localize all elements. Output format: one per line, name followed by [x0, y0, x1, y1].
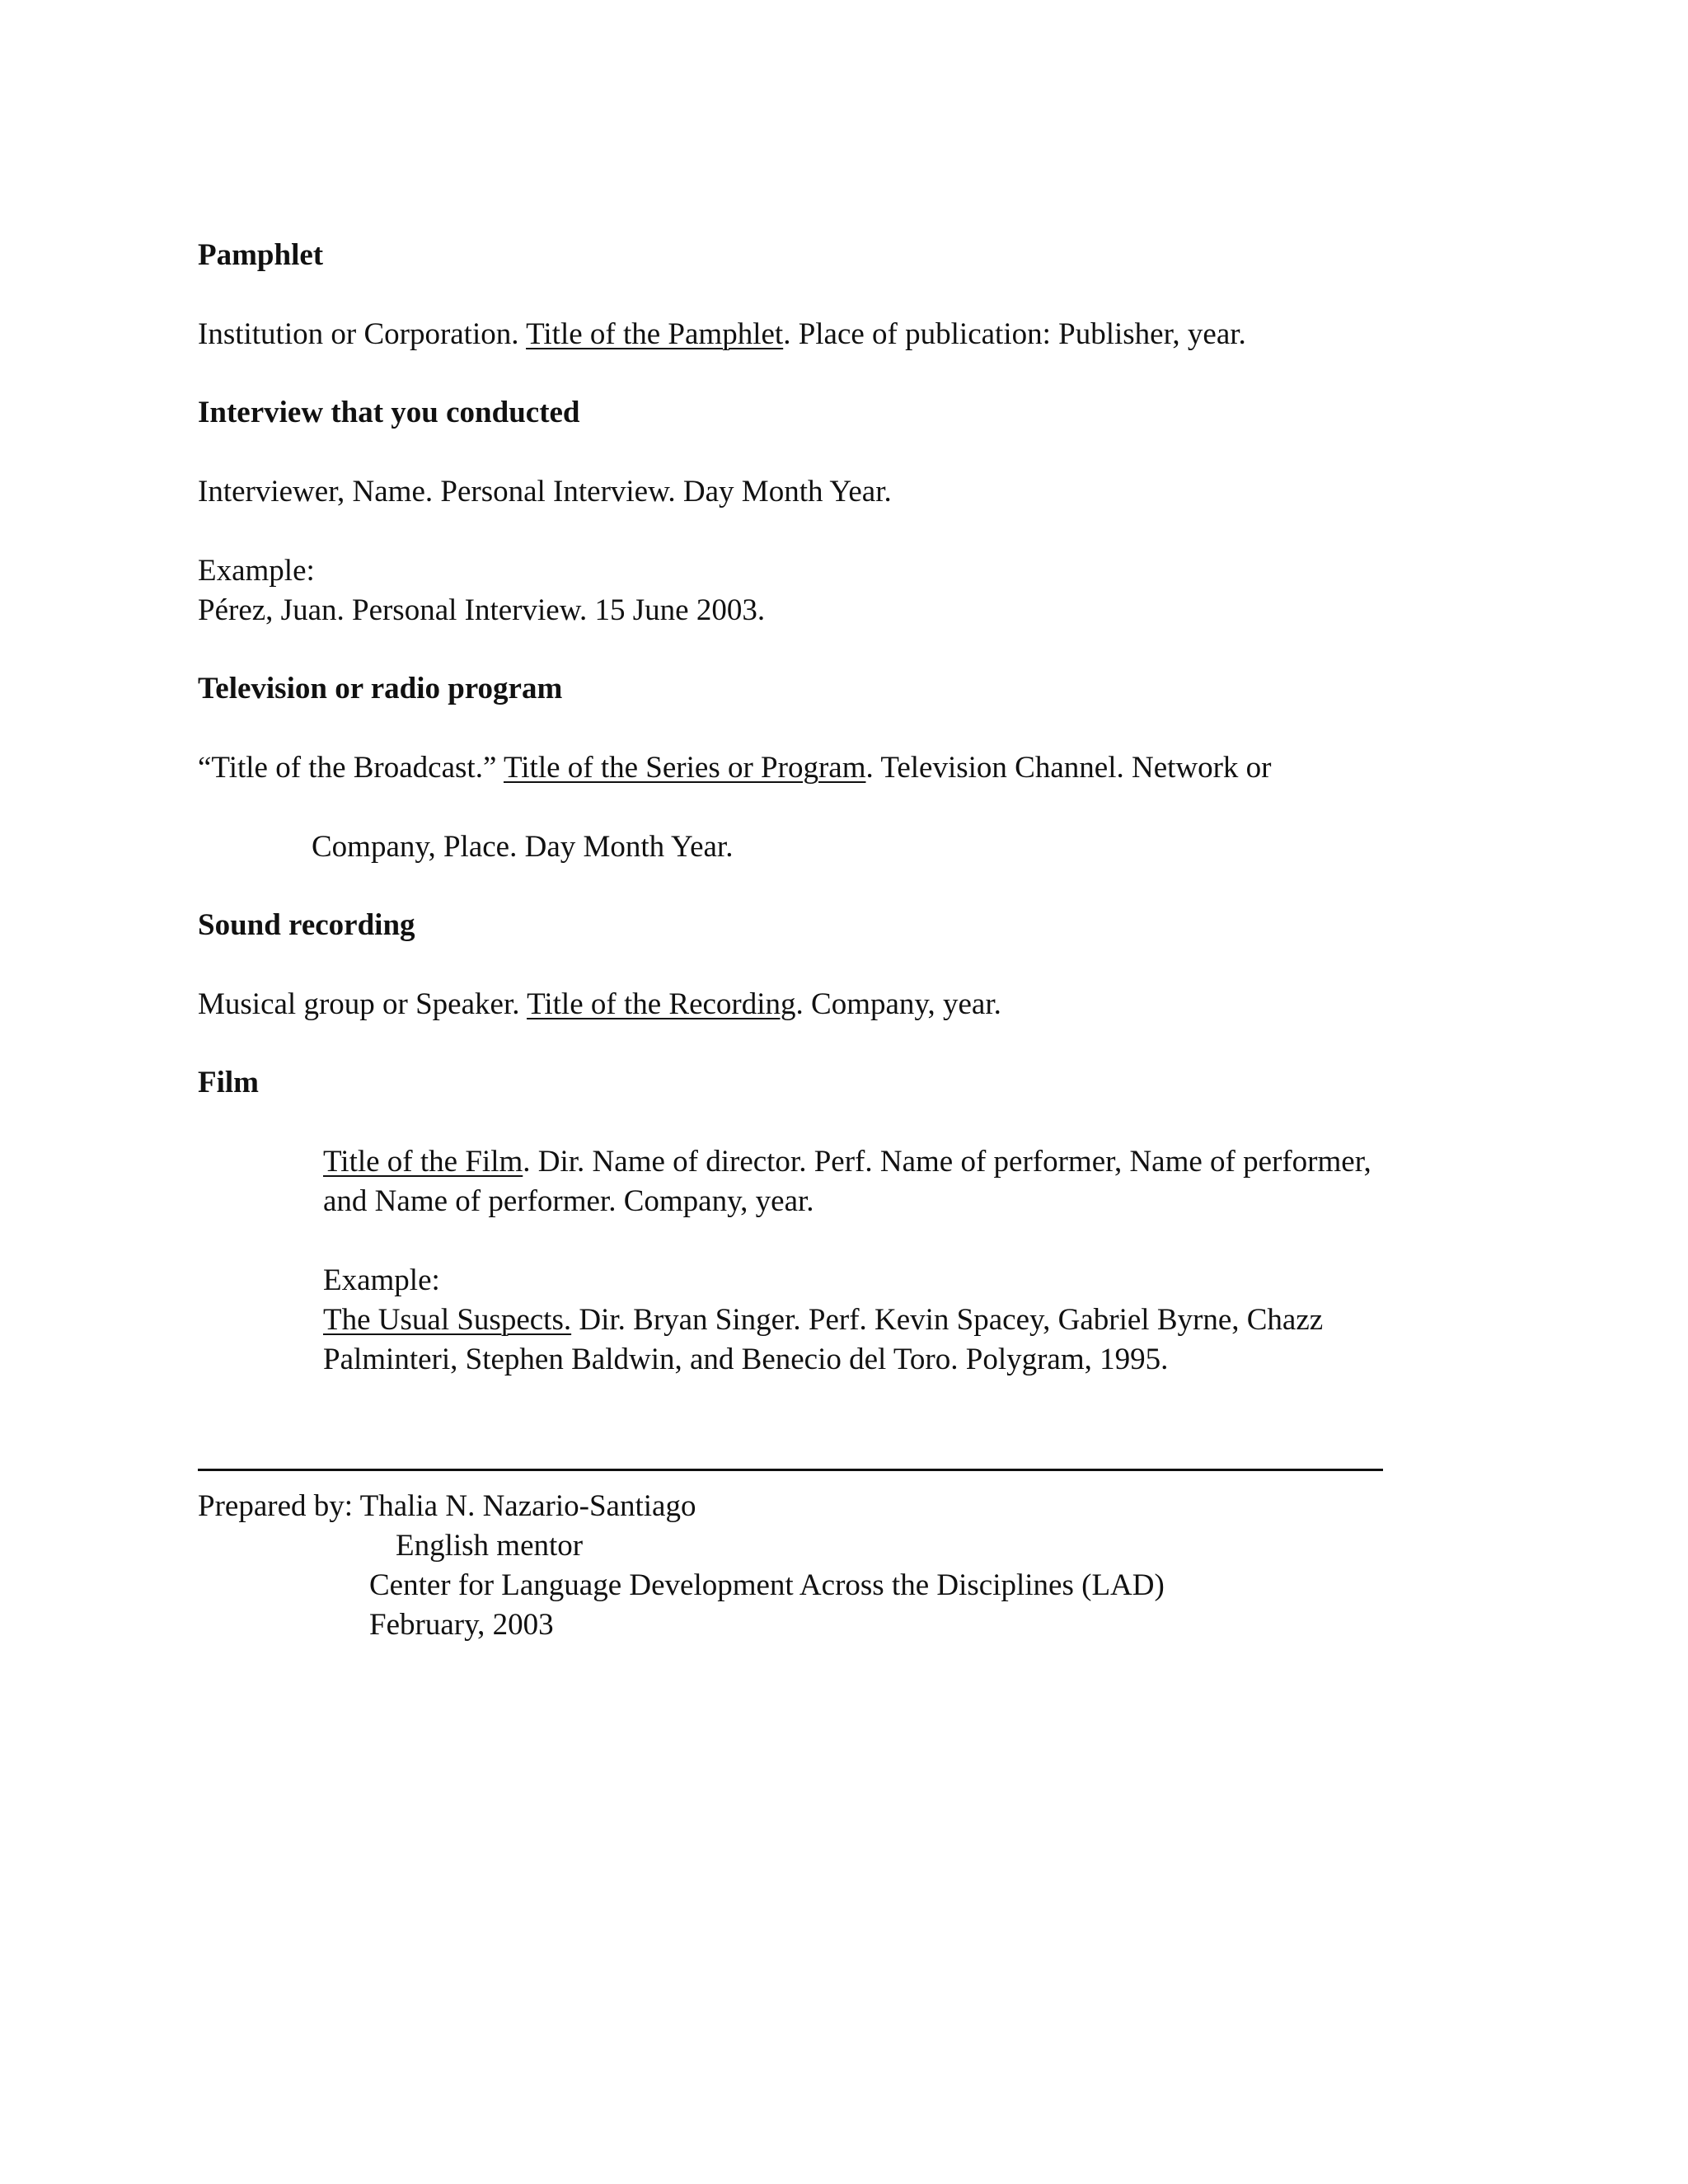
- television-series-title: Title of the Series or Program: [503, 751, 866, 785]
- film-citation-line1: [323, 1142, 1372, 1182]
- interview-example: Pérez, Juan. Personal Interview. 15 June 2003.: [198, 593, 766, 627]
- heading-pamphlet: Pamphlet: [198, 238, 324, 272]
- film-citation-line2: and Name of performer. Company, year.: [323, 1184, 814, 1218]
- interview-citation-format: Interviewer, Name. Personal Interview. Day Month Year.: [198, 475, 892, 509]
- pamphlet-author: Institution or Corporation.: [198, 317, 527, 351]
- preparer-role: English mentor: [396, 1529, 584, 1563]
- film-example-line2: Palminteri, Stephen Baldwin, and Benecio del Toro. Polygram, 1995.: [323, 1343, 1169, 1376]
- pamphlet-citation-format: [198, 315, 1246, 354]
- prepared-date: February, 2003: [369, 1608, 554, 1642]
- television-citation-format: [198, 748, 1272, 788]
- film-example-label: Example:: [323, 1263, 440, 1297]
- television-citation-continuation: Company, Place. Day Month Year.: [312, 830, 734, 864]
- preparer-center: Center for Language Development Across the Disciplines (LAD): [369, 1568, 1165, 1602]
- sound-citation-format: [198, 985, 1001, 1024]
- footer-divider: [198, 1469, 1383, 1471]
- film-example-line1: [323, 1301, 1323, 1340]
- sound-rest: . Company, year.: [795, 987, 1001, 1021]
- sound-author: Musical group or Speaker.: [198, 987, 528, 1021]
- prepared-by: Prepared by: Thalia N. Nazario-Santiago: [198, 1489, 696, 1523]
- heading-sound-recording: Sound recording: [198, 908, 415, 942]
- sound-title: Title of the Recording: [527, 987, 796, 1021]
- film-example-title: The Usual Suspects.: [323, 1303, 572, 1337]
- interview-example-label: Example:: [198, 554, 315, 588]
- film-rest: . Dir. Name of director. Perf. Name of performer, Name of performer,: [523, 1145, 1372, 1179]
- film-title: Title of the Film: [323, 1145, 523, 1179]
- pamphlet-title: Title of the Pamphlet: [526, 317, 784, 351]
- heading-television: Television or radio program: [198, 672, 563, 705]
- heading-interview: Interview that you conducted: [198, 396, 580, 429]
- pamphlet-rest: . Place of publication: Publisher, year.: [783, 317, 1246, 351]
- film-example-rest: Dir. Bryan Singer. Perf. Kevin Spacey, Gabriel Byrne, Chazz: [571, 1303, 1324, 1337]
- television-broadcast-title: “Title of the Broadcast.”: [198, 751, 504, 785]
- heading-film: Film: [198, 1066, 259, 1099]
- television-rest: . Television Channel. Network or: [865, 751, 1272, 785]
